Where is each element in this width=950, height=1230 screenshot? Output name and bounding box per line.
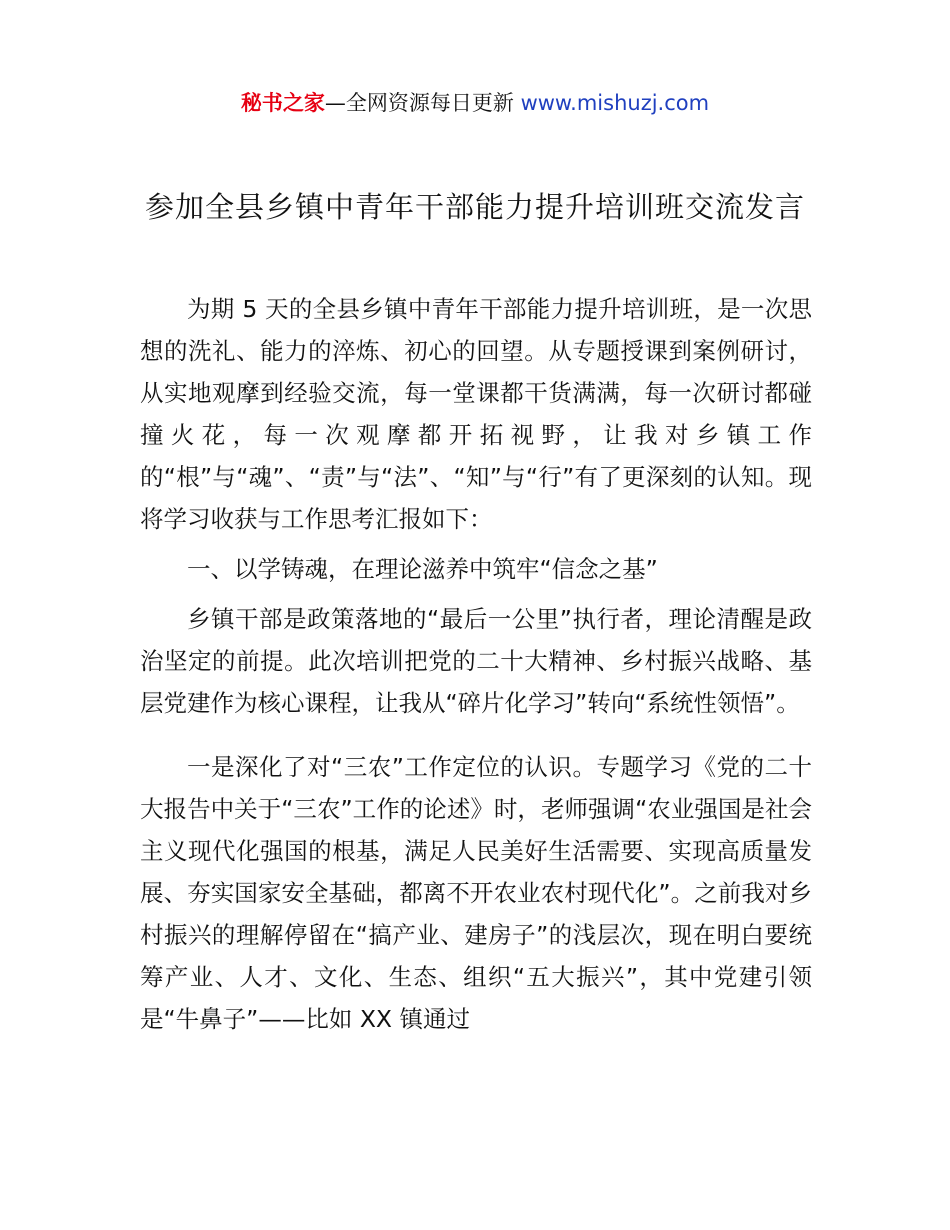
document-body [140, 288, 812, 1048]
site-header [0, 88, 950, 118]
brand-name: 秘书之家 [240, 91, 325, 115]
document-title: 参加全县乡镇中青年干部能力提升培训班交流发言 [144, 190, 805, 224]
section-heading: 一、以学铸魂，在理论滋养中筑牢“信念之基” [187, 555, 658, 583]
site-url-link[interactable]: www.mishuzj.com [520, 91, 710, 115]
header-tagline: —全网资源每日更新 [324, 91, 514, 115]
body-paragraph: 乡镇干部是政策落地的“最后一公里”执行者，理论清醒是政治坚定的前提。此次培训把党的二十大精神、乡村振兴战略、基层党建作为核心课程，让我从“碎片化学习”转向“系统性领悟”。 [140, 605, 812, 717]
body-paragraph: 一是深化了对“三农”工作定位的认识。专题学习《党的二十大报告中关于“三农”工作的论述》时，老师强调“农业强国是社会主义现代化强国的根基，满足人民美好生活需要、实现高质量发展、夯实国家安全基础，都离不开农业农村现代化”。之前我对乡村振兴的理解停留在“搞产业、建房子”的浅层次，现在明白要统筹产业、人才、文化、生态、组织“五大振兴”，其中党建引领是“牛鼻子”——比如 XX 镇通过 [140, 753, 812, 1033]
intro-paragraph: 为期 5 天的全县乡镇中青年干部能力提升培训班，是一次思想的洗礼、能力的淬炼、初心的回望。从专题授课到案例研讨，从实地观摩到经验交流，每一堂课都干货满满，每一次研讨都碰撞火花，每一次观摩都开拓视野，让我对乡镇工作的“根”与“魂”、“责”与“法”、“知”与“行”有了更深刻的认知。现将学习收获与工作思考汇报如下： [140, 295, 812, 533]
